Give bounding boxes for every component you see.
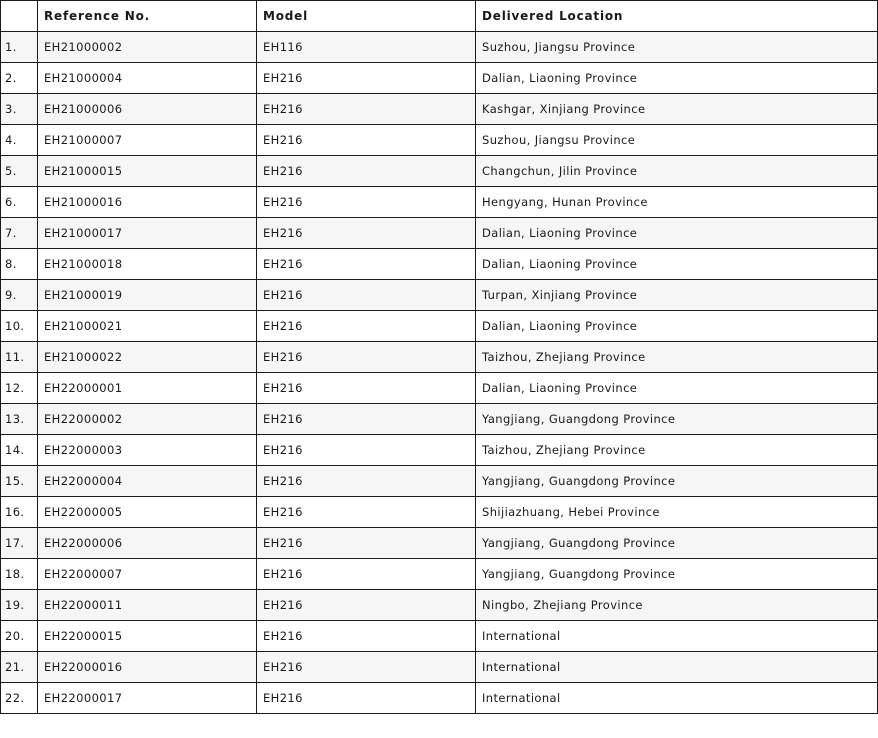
reference-no-cell: EH22000015 <box>38 621 257 652</box>
reference-no-cell: EH22000003 <box>38 435 257 466</box>
reference-no-cell: EH22000007 <box>38 559 257 590</box>
model-cell: EH116 <box>257 32 476 63</box>
row-number: 9. <box>1 280 38 311</box>
row-number: 15. <box>1 466 38 497</box>
row-number: 19. <box>1 590 38 621</box>
delivered-location-cell: Dalian, Liaoning Province <box>476 63 878 94</box>
row-number: 8. <box>1 249 38 280</box>
delivered-location-cell: Dalian, Liaoning Province <box>476 373 878 404</box>
reference-no-cell: EH21000007 <box>38 125 257 156</box>
model-cell: EH216 <box>257 311 476 342</box>
row-number: 2. <box>1 63 38 94</box>
header-delivered-location: Delivered Location <box>476 1 878 32</box>
table-row <box>1 528 878 559</box>
reference-no-cell: EH21000018 <box>38 249 257 280</box>
reference-no-cell: EH22000002 <box>38 404 257 435</box>
table-row <box>1 497 878 528</box>
table-row <box>1 280 878 311</box>
reference-no-cell: EH21000019 <box>38 280 257 311</box>
header-model: Model <box>257 1 476 32</box>
delivered-location-cell: Changchun, Jilin Province <box>476 156 878 187</box>
reference-no-cell: EH21000016 <box>38 187 257 218</box>
reference-no-cell: EH21000002 <box>38 32 257 63</box>
model-cell: EH216 <box>257 63 476 94</box>
reference-no-cell: EH21000015 <box>38 156 257 187</box>
delivered-location-cell: International <box>476 621 878 652</box>
table-row <box>1 187 878 218</box>
row-number: 17. <box>1 528 38 559</box>
table-row <box>1 590 878 621</box>
delivered-location-cell: Kashgar, Xinjiang Province <box>476 94 878 125</box>
reference-no-cell: EH21000006 <box>38 94 257 125</box>
model-cell: EH216 <box>257 125 476 156</box>
table-row <box>1 156 878 187</box>
row-number: 11. <box>1 342 38 373</box>
model-cell: EH216 <box>257 435 476 466</box>
model-cell: EH216 <box>257 559 476 590</box>
reference-no-cell: EH21000017 <box>38 218 257 249</box>
model-cell: EH216 <box>257 156 476 187</box>
reference-no-cell: EH22000004 <box>38 466 257 497</box>
delivered-location-cell: Hengyang, Hunan Province <box>476 187 878 218</box>
reference-no-cell: EH22000005 <box>38 497 257 528</box>
table-row <box>1 94 878 125</box>
row-number: 22. <box>1 683 38 714</box>
reference-no-cell: EH22000001 <box>38 373 257 404</box>
model-cell: EH216 <box>257 590 476 621</box>
table-row <box>1 621 878 652</box>
row-number: 5. <box>1 156 38 187</box>
delivered-location-cell: International <box>476 652 878 683</box>
delivered-location-cell: Taizhou, Zhejiang Province <box>476 342 878 373</box>
model-cell: EH216 <box>257 683 476 714</box>
row-number: 10. <box>1 311 38 342</box>
reference-no-cell: EH22000006 <box>38 528 257 559</box>
delivered-location-cell: Dalian, Liaoning Province <box>476 218 878 249</box>
delivered-location-cell: Yangjiang, Guangdong Province <box>476 466 878 497</box>
model-cell: EH216 <box>257 373 476 404</box>
model-cell: EH216 <box>257 652 476 683</box>
row-number: 6. <box>1 187 38 218</box>
reference-no-cell: EH21000021 <box>38 311 257 342</box>
header-row <box>1 1 878 32</box>
model-cell: EH216 <box>257 404 476 435</box>
table-body <box>1 32 878 714</box>
table-row <box>1 249 878 280</box>
table-row <box>1 63 878 94</box>
delivered-location-cell: Dalian, Liaoning Province <box>476 311 878 342</box>
header-reference-no: Reference No. <box>38 1 257 32</box>
reference-no-cell: EH22000017 <box>38 683 257 714</box>
delivered-location-cell: Ningbo, Zhejiang Province <box>476 590 878 621</box>
delivered-location-cell: Turpan, Xinjiang Province <box>476 280 878 311</box>
delivered-location-cell: Suzhou, Jiangsu Province <box>476 32 878 63</box>
row-number: 18. <box>1 559 38 590</box>
row-number: 12. <box>1 373 38 404</box>
table-row <box>1 311 878 342</box>
model-cell: EH216 <box>257 497 476 528</box>
delivered-location-cell: Dalian, Liaoning Province <box>476 249 878 280</box>
delivered-location-cell: Yangjiang, Guangdong Province <box>476 404 878 435</box>
row-number: 20. <box>1 621 38 652</box>
row-number: 13. <box>1 404 38 435</box>
reference-no-cell: EH21000022 <box>38 342 257 373</box>
row-number: 1. <box>1 32 38 63</box>
table-row <box>1 32 878 63</box>
model-cell: EH216 <box>257 249 476 280</box>
model-cell: EH216 <box>257 342 476 373</box>
table-row <box>1 435 878 466</box>
table-row <box>1 404 878 435</box>
model-cell: EH216 <box>257 466 476 497</box>
table-row <box>1 125 878 156</box>
delivered-location-cell: Taizhou, Zhejiang Province <box>476 435 878 466</box>
delivered-location-cell: International <box>476 683 878 714</box>
table-header <box>1 1 878 32</box>
reference-no-cell: EH22000011 <box>38 590 257 621</box>
model-cell: EH216 <box>257 94 476 125</box>
table-row <box>1 466 878 497</box>
header-number <box>1 1 38 32</box>
table-row <box>1 683 878 714</box>
reference-no-cell: EH22000016 <box>38 652 257 683</box>
delivered-location-cell: Suzhou, Jiangsu Province <box>476 125 878 156</box>
row-number: 3. <box>1 94 38 125</box>
table-row <box>1 652 878 683</box>
model-cell: EH216 <box>257 280 476 311</box>
row-number: 4. <box>1 125 38 156</box>
table-row <box>1 373 878 404</box>
delivered-location-cell: Shijiazhuang, Hebei Province <box>476 497 878 528</box>
delivered-location-cell: Yangjiang, Guangdong Province <box>476 528 878 559</box>
reference-no-cell: EH21000004 <box>38 63 257 94</box>
row-number: 7. <box>1 218 38 249</box>
model-cell: EH216 <box>257 218 476 249</box>
row-number: 14. <box>1 435 38 466</box>
table-row <box>1 342 878 373</box>
table-row <box>1 218 878 249</box>
row-number: 21. <box>1 652 38 683</box>
model-cell: EH216 <box>257 528 476 559</box>
model-cell: EH216 <box>257 621 476 652</box>
table-row <box>1 559 878 590</box>
row-number: 16. <box>1 497 38 528</box>
delivered-location-cell: Yangjiang, Guangdong Province <box>476 559 878 590</box>
model-cell: EH216 <box>257 187 476 218</box>
